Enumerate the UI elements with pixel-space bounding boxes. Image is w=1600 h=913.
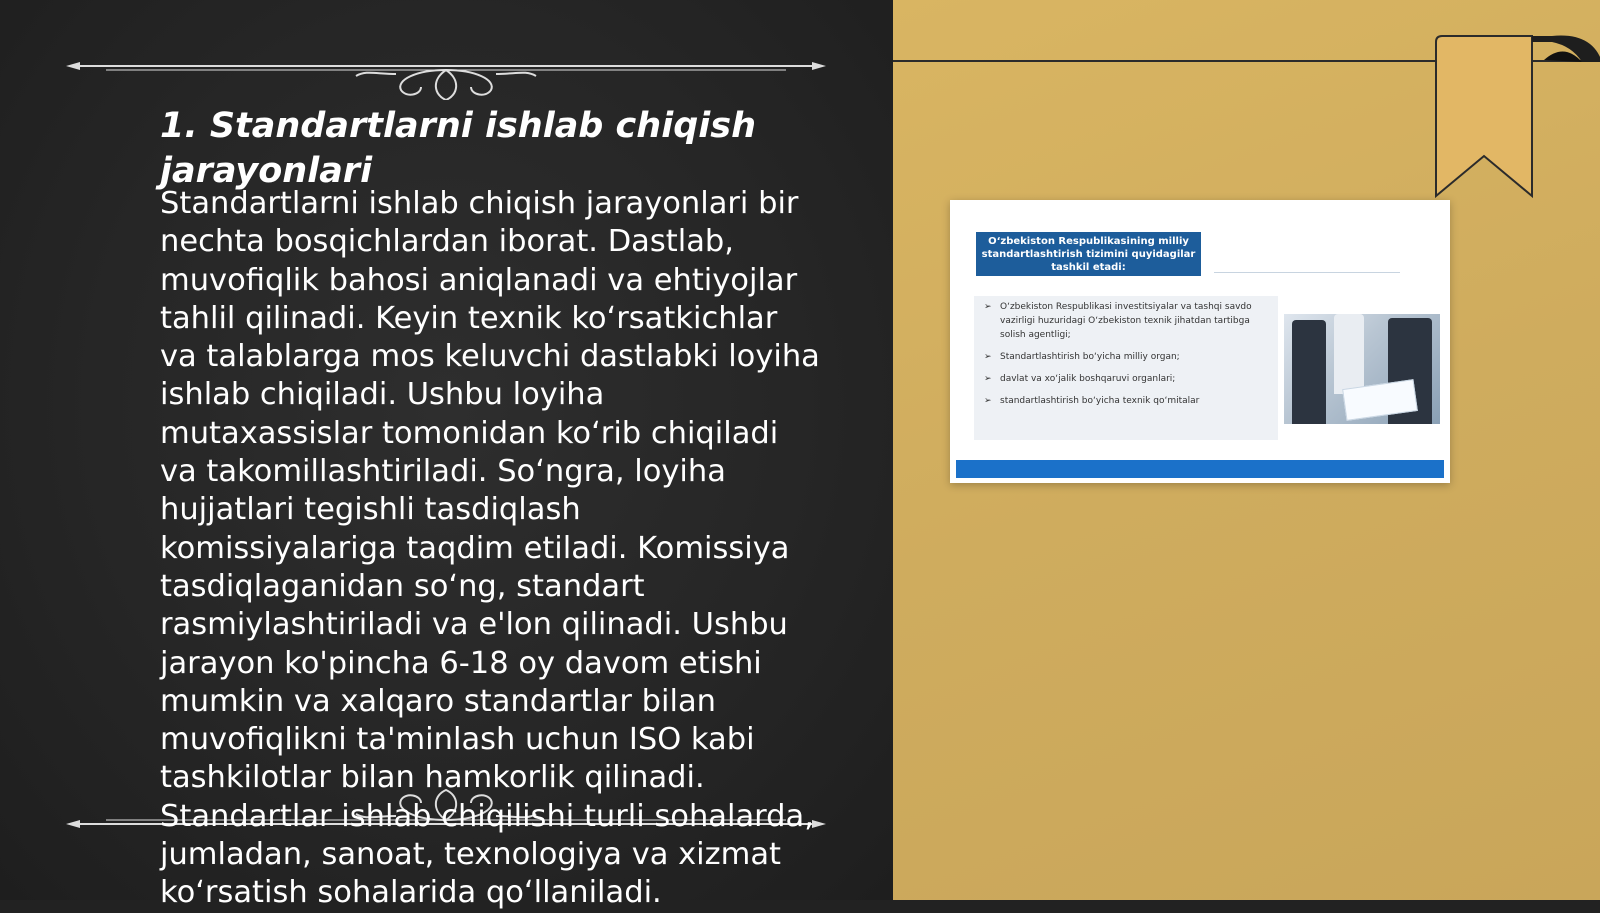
embedded-footer-bar: [956, 460, 1444, 478]
embedded-bullet-list: [974, 296, 1278, 440]
embedded-header-rule: [1214, 272, 1400, 273]
business-meeting-photo: [1284, 314, 1440, 424]
list-item: ➢ davlat va xo‘jalik boshqaruvi organlari;: [984, 372, 1270, 386]
embedded-slide-image: [950, 200, 1450, 483]
embedded-slide-header: O‘zbekiston Respublikasining milliy standartlashtirish tizimini quyidagilar tashkil etadi:: [976, 232, 1201, 276]
list-item: ➢ Standartlashtirish bo‘yicha milliy organ;: [984, 350, 1270, 364]
bookmark-ribbon-icon: [1432, 32, 1600, 202]
slide-body-text: Standartlarni ishlab chiqish jarayonlari bir nechta bosqichlardan iborat. Dastlab, muvofiqlik bahosi aniqlanadi va ehtiyojlar tahlil qilinadi. Keyin texnik ko‘rsatkichlar va talablarga mos keluvchi dastlabki loyiha ishlab chiqiladi. Ushbu loyiha mutaxassislar tomonidan ko‘rib chiqiladi va takomillashtiriladi. So‘ngra, loyiha hujjatlari tegishli tasdiqlash komissiyalariga taqdim etiladi. Komissiya tasdiqlaganidan so‘ng, standart rasmiylashtiriladi va e'lon qilinadi. Ushbu jarayon ko'pincha 6-18 oy davom etishi mumkin va xalqaro standartlar bilan muvofiqlikni ta'minlash uchun ISO kabi tashkilotlar bilan hamkorlik qilinadi. Standartlar ishlab chiqilishi turli sohalarda, jumladan, sanoat, texnologiya va xizmat ko‘rsatish sohalarida qo‘llaniladi.: [160, 186, 820, 911]
list-item: ➢ O‘zbekiston Respublikasi investitsiyalar va tashqi savdo vazirligi huzuridagi O‘zbekiston texnik jihatdan tartibga solish agentligi;: [984, 300, 1270, 342]
list-item: ➢ standartlashtirish bo‘yicha texnik qo‘mitalar: [984, 394, 1270, 408]
top-ornament-divider: [66, 40, 826, 100]
slide-title: 1. Standartlarni ishlab chiqish jarayonlari: [160, 106, 757, 191]
